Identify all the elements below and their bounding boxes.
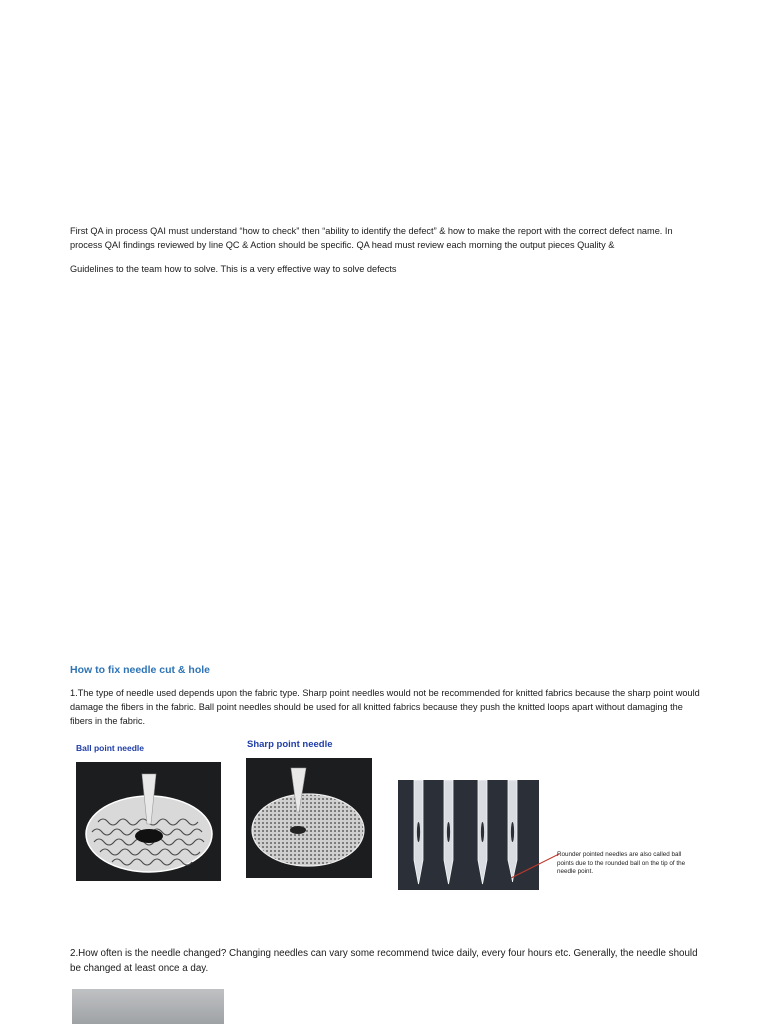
sharp-point-needle-image bbox=[246, 758, 372, 878]
point-2-paragraph: 2.How often is the needle changed? Changing needles can vary some recommend twice daily, every four hours etc. Generally, the needle should be changed at least once a day. bbox=[70, 948, 698, 974]
point-1-paragraph: 1.The type of needle used depends upon the fabric type. Sharp point needles would not be recommended for knitted fabrics because the sharp point would damage the fibers in the fabric. Ball point needles should be used for all knitted fabrics because they push the knitted loops apart without damaging the fibers in the fabric. bbox=[70, 688, 700, 726]
intro-paragraph-continued: Guidelines to the team how to solve. This is a very effective way to solve defects bbox=[70, 264, 397, 274]
sharp-point-caption: Sharp point needle bbox=[247, 739, 333, 750]
ball-point-needle-image bbox=[76, 762, 221, 881]
section-heading: How to fix needle cut & hole bbox=[70, 664, 211, 676]
intro-paragraph: First QA in process QAI must understand “how to check” then “ability to identify the defect” & how to make the report with the correct defect name. In process QAI findings reviewed by line QC & Action should be specific. QA head must review each morning the output pieces Quality & bbox=[70, 226, 673, 250]
needle-photo-partial bbox=[72, 989, 224, 1024]
annotation-pointer-line bbox=[505, 852, 560, 880]
ball-point-annotation: Rounder pointed needles are also called ball points due to the rounded ball on the tip of the needle point. bbox=[557, 851, 686, 875]
ball-point-caption: Ball point needle bbox=[76, 743, 145, 753]
